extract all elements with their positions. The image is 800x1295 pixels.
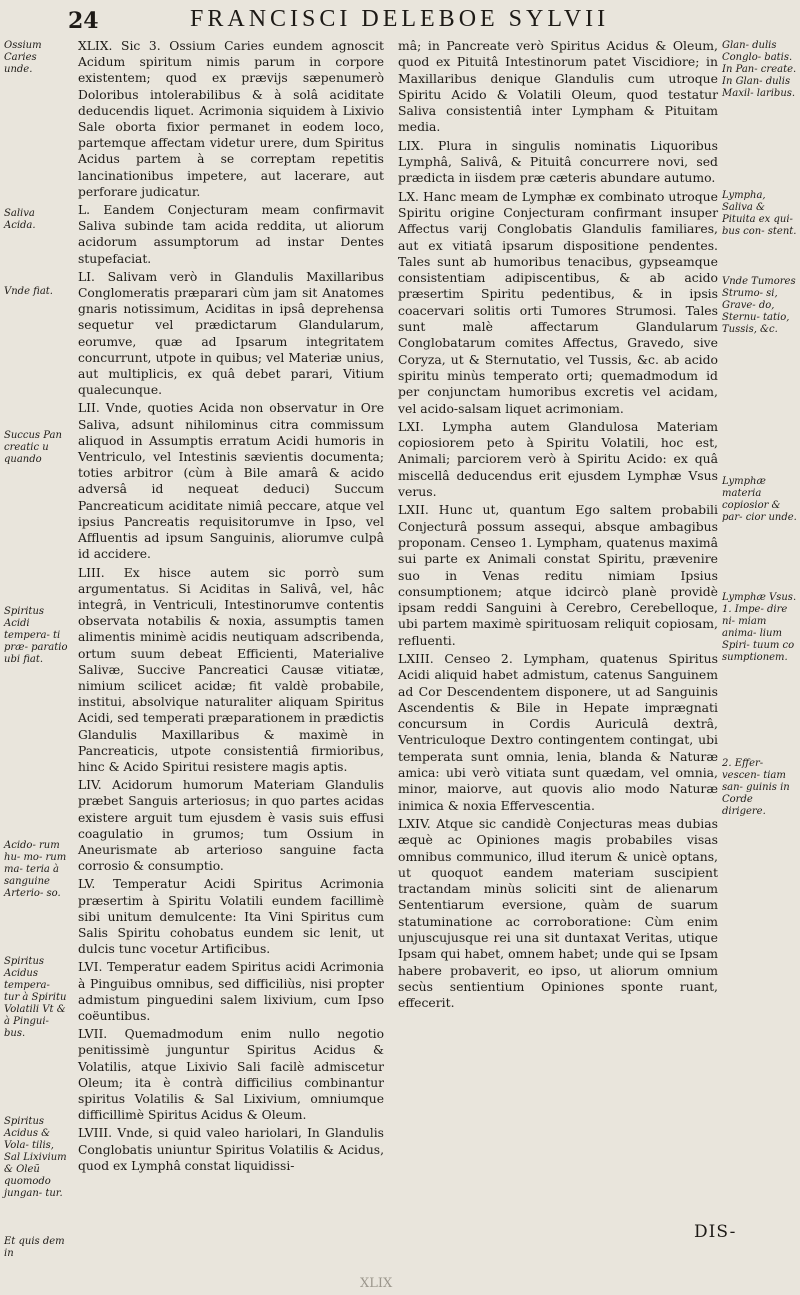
bleed-through-text: XLIX	[360, 1276, 393, 1291]
margin-note: Ossium Caries unde.	[4, 40, 42, 75]
paragraph: mâ; in Pancreate verò Spiritus Acidus & Oleum, quod ex Pituitâ Intestinorum patet Viscidiore; in Maxillaribus denique Glandulis cum utroque Spiritu Acido & Volatili Oleum, quod testatur Saliva consistentiâ inter Lympham & Pituitam media.	[398, 38, 718, 135]
left-column	[78, 38, 384, 1176]
paragraph: XLIX. Sic 3. Ossium Caries eundem agnoscit Acidum spiritum nimis parum in corpore existentem; quod ex prævijs sæpenumerò Doloribus intolerabilibus & à solâ aciditate deducendis liquet. Acrimonia siquidem à Lixivio Sale oborta fixior permanet in eodem loco, partemque affectam videtur urere, dum Spiritus Acidus partem à se correptam repetitis lancinationibus impetere, aut lacerare, aut perforare judicatur.	[78, 39, 384, 199]
paragraph: LI. Salivam verò in Glandulis Maxillaribus Conglomeratis præparari cùm jam sit Anatomes gnaris notissimum, Aciditas in ipsâ deprehensa sequetur vel prædictarum Glandularum, eorumve, quæ ad Ipsarum integritatem concurrunt, utpote in quibus; vel Materiæ unius, aut multiplicis, ex quâ debet parari, Vitium qualecunque.	[78, 269, 384, 398]
margin-note: Spiritus Acidus tempera- tur à Spiritu Volatili Vt & à Pingui- bus.	[4, 956, 67, 1039]
paragraph: LXIV. Atque sic candidè Conjecturas meas dubias æquè ac Opiniones magis probabiles visas omnibus communico, illud iterum & unicè optans, ut quoquot eandem materiam suscipient tractandam minùs soliciti sint de alienarum Sententiarum eversione, quàm de suarum statuminatione ac corroboratione: Cùm enim unjuscujusque rei una sit duntaxat Veritas, utique Ipsam qui habet, omnem habet; unde qui se Ipsam habere probaverit, eo ipso, ut aliorum omnium secùs sentientium Opiniones sponte ruant, effecerit.	[398, 815, 718, 1011]
margin-note: Saliva Acida.	[4, 208, 36, 231]
paragraph: LX. Hanc meam de Lymphæ ex combinato utroque Spiritu origine Conjecturam confirmant insuper Affectus varij Conglobatis Glandulis familiares, aut ex vitiatâ ipsarum dispositione pendentes. Tales sunt ab humoribus tenacibus, gypseamque consistentiam adipiscentibus, & ab acido præsertim Spiritu pedentibus, & in ipsis coacervari solitis orti Tumores Strumosi. Tales sunt malè affectarum Glandularum Conglobatarum comites Affectus, Gravedo, sive Coryza, ut & Sternutatio, vel Tussis, &c. ab acido spiritu minùs temperato orti; quemadmodum id per conjunctam humoribus excretis vel acidam, vel acido-salsam liquet acrimoniam.	[398, 188, 718, 416]
paragraph: LV. Temperatur Acidi Spiritus Acrimonia præsertim à Spiritu Volatili eundem facillimè sibi unitum demulcente: Ita Vini Spiritus cum Salis Spiritu cohobatus eundem sic lenit, ut dulcis tunc vocetur Artificibus.	[78, 877, 384, 957]
margin-note: Succus Pan creatic u quando	[4, 430, 62, 465]
margin-note: Lymphæ Vsus. 1. Impe- dire ni- miam anima- lium Spiri- tuum co sumptionem.	[722, 592, 797, 663]
paragraph: LXIII. Censeo 2. Lympham, quatenus Spiritus Acidi aliquid habet admistum, catenus Sanguinem ad Cor Descendentem disponere, ut ad Sanguinis Ascendentis & Bile in Hepate imprægnati concursum in Cordis Auriculâ dextrâ, Ventriculoque Dextro contingentem contingat, ubi temperata sunt omnia, lenia, blanda & Naturæ amica: ubi verò vitiata sunt quædam, vel omnia, minor, maiorve, aut quovis alio modo Naturæ inimica & noxia Effervescentia.	[398, 650, 718, 813]
paragraph: LIX. Plura in singulis nominatis Liquoribus Lymphâ, Salivâ, & Pituitâ concurrere novi, sed prædicta in iisdem præ cæteris abundare autumo.	[398, 137, 718, 186]
running-head: FRANCISCI DELEBOE SYLVII	[190, 6, 610, 32]
paragraph: LXII. Hunc ut, quantum Ego saltem probabili Conjecturâ possum assequi, absque ambagibus proponam. Censeo 1. Lympham, quatenus maximâ sui parte ex Animali constat Spiritu, prævenire suo in Venas reditu nimiam Ipsius consumptionem; atque idcircò planè providè ipsam reddi Sanguini à Cerebro, Cerebelloque, ubi partem maximè spirituosam reliquit copiosam, refluenti.	[398, 502, 718, 648]
paragraph: LXI. Lympha autem Glandulosa Materiam copiosiorem peto à Spiritu Volatili, hoc est, Animali; parciorem verò à Spiritu Acido: ex quâ miscellâ deducendus erit ejusdem Lymphæ Vsus verus.	[398, 418, 718, 500]
margin-note: 2. Effer- vescen- tiam san- guinis in Corde dirigere.	[722, 758, 790, 817]
paragraph: LVII. Quemadmodum enim nullo negotio penitissimè junguntur Spiritus Acidus & Volatilis, atque Lixivio Sali facilè admiscetur Oleum; ita è contrà difficilius combinantur spiritus Volatilis & Sal Lixivium, omniumque difficillimè Spiritus Acidus & Oleum.	[78, 1027, 384, 1123]
paragraph: LIII. Ex hisce autem sic porrò sum argumentatus. Si Aciditas in Salivâ, vel, hâc integrâ, in Ventriculi, Intestinorumve contentis observata notabilis & noxia, assumptis tamen alimentis minimè acidis neutiquam adscribenda, ortum suum debeat Efficienti, Materialive Salivæ, Succive Pancreatici Causæ vitiatæ, nimium scilicet acidæ; fit valdè probabile, institui, absolvique naturaliter aliquam Spiritus Acidi, sed temperati præparationem in prædictis Glandulis Maxillaribus & maximè in Pancreaticis, utpote consistentiâ firmioribus, hinc & Acido Spiritui resistere magis aptis.	[78, 565, 384, 774]
catchword: DIS-	[694, 1222, 737, 1242]
margin-note: Spiritus Acidus & Vola- tilis, Sal Lixivium & Oleũ quomodo jungan- tur.	[4, 1116, 67, 1199]
paragraph: LVI. Temperatur eadem Spiritus acidi Acrimonia à Pinguibus omnibus, sed difficiliùs, nisi propter admistum pinguedini salem lixivium, cum Ipso coëuntibus.	[78, 960, 384, 1023]
paragraph: LVIII. Vnde, si quid valeo hariolari, In Glandulis Conglobatis uniuntur Spiritus Volatilis & Acidus, quod ex Lymphâ constat liquidissi-	[78, 1126, 384, 1173]
paragraph: LII. Vnde, quoties Acida non observatur in Ore Saliva, adsunt nihilominus citra commissum aliquod in Assumptis erratum Acidi humoris in Ventriculo, vel Intestinis sævientis documenta; toties arbitror (cùm à Bile amarâ & acido adversâ id nequeat deduci) Succum Pancreaticum aciditate nimiâ peccare, atque vel ipsius Pancreatis requisitorumve in Ipso, vel Affluentis ad ipsum Sanguinis, aliorumve culpâ id accidere.	[78, 401, 384, 562]
right-column	[398, 38, 718, 1014]
paragraph: L. Eandem Conjecturam meam confirmavit Saliva subinde tam acida reddita, ut aliorum acidorum assumptorum ad instar Dentes stupefaciat.	[78, 203, 384, 266]
margin-note: Spiritus Acidi tempera- ti præ- paratio ubi fiat.	[4, 606, 68, 665]
margin-note: Acido- rum hu- mo- rum ma- teria à sanguine Arterio- so.	[4, 840, 67, 899]
page-header	[0, 4, 800, 38]
margin-note: Glan- dulis Conglo- batis. In Pan- create. In Glan- dulis Maxil- laribus.	[722, 40, 797, 99]
page-number: 24	[68, 8, 99, 34]
margin-note: Et quis dem in	[4, 1236, 65, 1259]
margin-note: Vnde Tumores Strumo- si, Grave- do, Sternu- tatio, Tussis, &c.	[722, 276, 796, 335]
margin-note: Vnde fiat.	[4, 286, 53, 297]
paragraph: LIV. Acidorum humorum Materiam Glandulis præbet Sanguis arteriosus; in quo partes acidas existere arguit tum ejusdem è vasis suis effusi coagulatio in grumos; tum Ossium in Aneurismate ab arterioso sanguine facta corrosio & consumptio.	[78, 778, 384, 874]
margin-note: Lymphæ materia copiosior & par- cior unde.	[722, 476, 797, 523]
margin-note: Lympha, Saliva & Pituita ex qui- bus con- stent.	[722, 190, 797, 237]
